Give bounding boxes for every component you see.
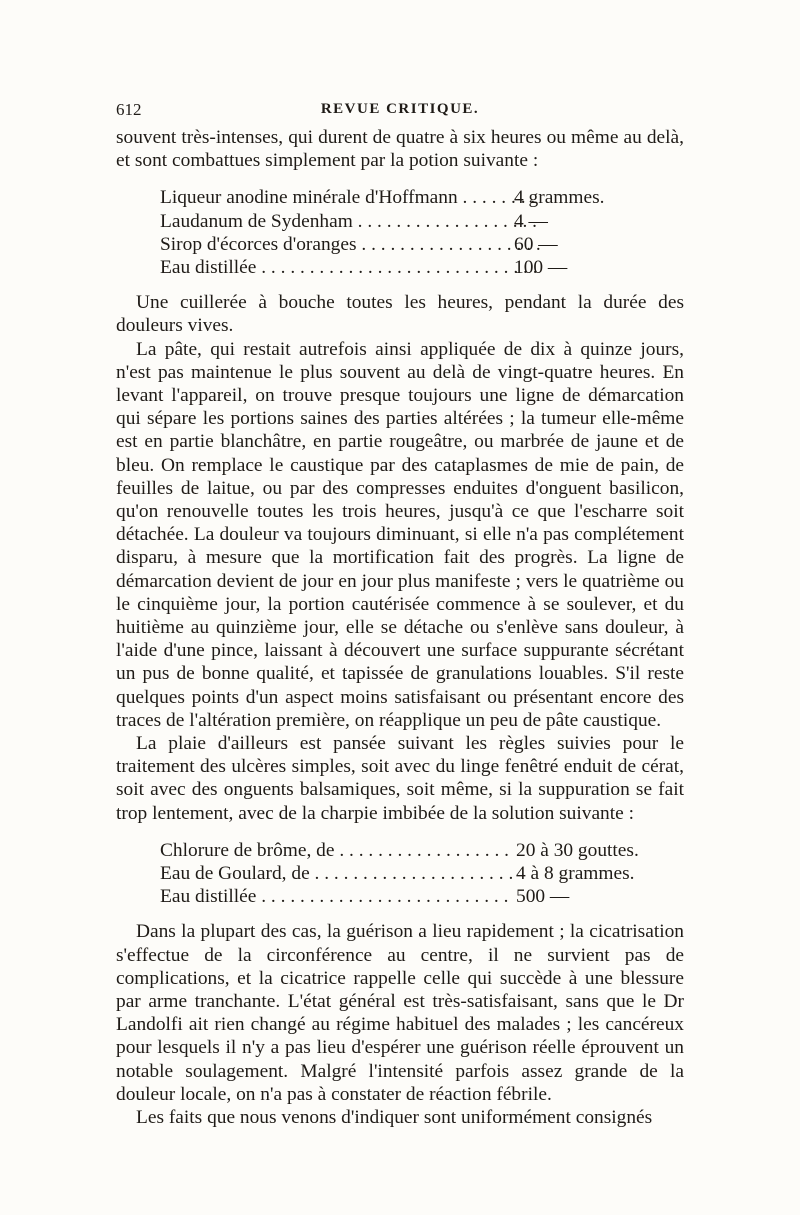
formula-potion — [116, 186, 684, 279]
ingredient-quantity: 60 — — [514, 233, 558, 255]
ingredient-quantity: 500 — — [516, 886, 570, 908]
ingredient-name: Eau distillée . . . — [160, 885, 512, 908]
paragraph-3: La pâte, qui restait autrefois ainsi appliquée de dix à quinze jours, n'est pas maintenue le plus souvent au delà de vingt-quatre heures. En levant l'appareil, on trouve presque toujours une ligne de démarcation qui sépare les portions saines des parties altérées ; la tumeur elle-même est en partie blanchâtre, en partie rougeâtre, ou marbrée de jaune et de bleu. On remplace le caustique par des cataplasmes de mie de pain, de feuilles de laitue, ou par des compresses enduites d'onguent basilicon, qu'on renouvelle toutes les trois heures, jusqu'à ce que l'escharre soit détachée. La douleur va toujours diminuant, si elle n'a pas complétement disparu, à mesure que la mortification fait des progrès. La ligne de démarcation devient de jour en jour plus manifeste ; vers le quatrième ou le cinquième jour, la portion cautérisée commence à se soulever, et du huitième au quinzième jour, elle se détache ou s'enlève sans douleur, à l'aide d'une pince, laissant à découvert une surface suppurante sécrétant un pus de bonne qualité, et tapissée de granulations louables. S'il reste quelques points d'un aspect moins satisfaisant ou présentant encore des traces de l'altération première, on réapplique un peu de pâte caustique. — [116, 338, 684, 731]
formula-row — [116, 885, 684, 908]
paragraph-4: La plaie d'ailleurs est pansée suivant les règles suivies pour le traitement des ulcères simples, soit avec du linge fenêtré enduit de cérat, soit avec des onguents balsamiques, soit même, si la suppuration se fait trop lentement, avec de la charpie imbibée de la solution suivante : — [116, 733, 684, 824]
ingredient-quantity: 4 — — [514, 210, 548, 232]
formula-row — [116, 862, 684, 885]
formula-row — [116, 256, 684, 279]
paragraph-5: Dans la plupart des cas, la guérison a lieu rapidement ; la cicatrisation s'effectue de la circonférence au centre, il ne survient pas de complications, et la cicatrice rappelle celle qui succède à une blessure par arme tranchante. L'état général est très-satisfaisant, sans que le Dr Landolfi ait rien changé au régime habituel des malades ; les cancéreux pour lesquels il n'y a pas lieu d'espérer une guérison réelle éprouvent un notable soulagement. Malgré l'intensité parfois assez grande de la douleur locale, on n'a pas à constater de réaction fébrile. — [116, 921, 684, 1105]
formula-solution — [116, 839, 684, 909]
paragraph-2: Une cuillerée à bouche toutes les heures, pendant la durée des douleurs vives. — [116, 292, 684, 337]
ingredient-name: Sirop d'écorces d'oranges . . . — [160, 233, 540, 256]
formula-row — [116, 210, 684, 233]
page-header — [116, 100, 684, 124]
paragraph-6: Les faits que nous venons d'indiquer sont uniformément consignés — [136, 1107, 653, 1129]
ingredient-quantity: 100 — — [514, 256, 568, 278]
ingredient-name: Chlorure de brôme, de . . . — [160, 839, 512, 862]
ingredient-name: Liqueur anodine minérale d'Hoffmann . . . — [160, 186, 540, 209]
ingredient-quantity: 4 à 8 grammes. — [516, 863, 635, 885]
ingredient-quantity: 20 à 30 gouttes. — [516, 839, 639, 861]
ingredient-name: Eau distillée . . . — [160, 256, 540, 279]
formula-row — [116, 186, 684, 209]
body-text — [116, 126, 684, 1129]
ingredient-name: Eau de Goulard, de . . . — [160, 862, 512, 885]
page-number: 612 — [116, 100, 142, 119]
formula-row — [116, 839, 684, 862]
ingredient-quantity: 4 grammes. — [514, 187, 605, 209]
formula-row — [116, 233, 684, 256]
paragraph-1: souvent très-intenses, qui durent de quatre à six heures ou même au delà, et sont combattues simplement par la potion suivante : — [116, 127, 684, 172]
running-head: REVUE CRITIQUE. — [320, 101, 480, 117]
ingredient-name: Laudanum de Sydenham . . . — [160, 210, 540, 233]
